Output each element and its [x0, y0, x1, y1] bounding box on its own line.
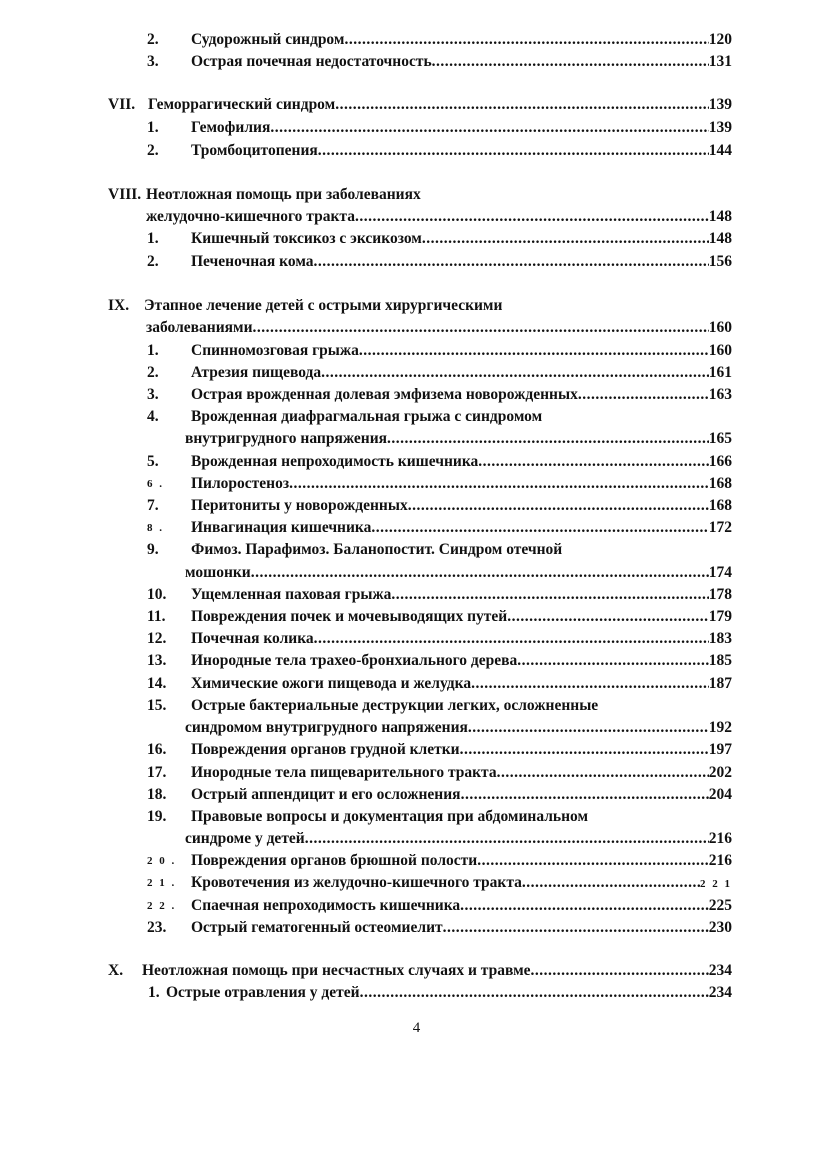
toc-entry-page: 187 — [708, 675, 732, 692]
toc-entry-number: 23. — [147, 919, 167, 936]
toc-dot-leader — [422, 228, 709, 250]
toc-entry — [147, 517, 732, 539]
toc-chapter-title: Неотложная помощь при несчастных случаях и травме — [142, 962, 531, 979]
toc-chapter — [108, 960, 732, 982]
toc-dot-leader — [289, 473, 709, 495]
toc-entry-number: 2. — [147, 364, 159, 381]
toc-dot-leader — [461, 784, 709, 806]
toc-dot-leader — [344, 29, 708, 51]
toc-entry-number: 3. — [147, 386, 159, 403]
toc-dot-leader — [251, 562, 709, 584]
toc-entry-number: 1. — [147, 230, 159, 247]
toc-dot-leader — [314, 251, 709, 273]
toc-dot-leader — [355, 206, 709, 228]
toc-chapter-page: 160 — [708, 319, 732, 336]
toc-entry-page: 234 — [708, 984, 732, 1001]
toc-entry-page: 168 — [708, 497, 732, 514]
toc-entry — [147, 29, 732, 51]
toc-entry-number: 2. — [147, 31, 159, 48]
toc-entry-number: 11. — [147, 608, 166, 625]
toc-dot-leader — [517, 650, 709, 672]
toc-entry-number: 14. — [147, 675, 167, 692]
toc-entry — [147, 362, 732, 384]
toc-entry-title: Почечная колика — [191, 630, 314, 647]
toc-entry-page: 204 — [708, 786, 732, 803]
toc-dot-leader — [460, 895, 709, 917]
toc-entry-page: 216 — [708, 852, 732, 869]
toc-entry-title: Спинномозговая грыжа — [191, 342, 359, 359]
toc-entry — [148, 982, 732, 1004]
toc-dot-leader — [531, 960, 709, 982]
toc-entry-title: синдромом внутригрудного напряжения — [185, 719, 468, 736]
toc-entry — [147, 628, 732, 650]
toc-chapter — [108, 94, 732, 116]
toc-entry-number: 4. — [147, 408, 159, 425]
toc-entry-number: 16. — [147, 741, 167, 758]
toc-entry — [147, 762, 732, 784]
toc-entry — [147, 806, 732, 828]
toc-entry — [147, 606, 732, 628]
toc-entry-page: 202 — [708, 764, 732, 781]
toc-entry-page: 178 — [708, 586, 732, 603]
toc-entry — [147, 140, 732, 162]
toc-entry-title: мошонки — [185, 564, 251, 581]
toc-entry — [147, 850, 732, 872]
toc-entry — [147, 473, 732, 495]
toc-entry-number: 2. — [147, 253, 159, 270]
toc-entry-title: Фимоз. Парафимоз. Баланопостит. Синдром отечной — [191, 541, 563, 558]
toc-chapter-page: 234 — [708, 962, 732, 979]
toc-entry-page: 165 — [708, 430, 732, 447]
toc-dot-leader — [335, 94, 709, 116]
toc-entry — [147, 117, 732, 139]
toc-entry — [147, 673, 732, 695]
toc-entry-title: Повреждения почек и мочевыводящих путей — [191, 608, 508, 625]
toc-dot-leader — [387, 428, 709, 450]
toc-chapter-number: VII. — [108, 96, 136, 113]
toc-chapter-title: Геморрагический синдром — [148, 96, 336, 113]
toc-entry-number: 9. — [147, 541, 159, 558]
toc-dot-leader — [253, 317, 709, 339]
toc-entry-page: 225 — [708, 897, 732, 914]
toc-entry-number: 13. — [147, 652, 167, 669]
toc-entry-page: 172 — [708, 519, 732, 536]
toc-dot-leader — [468, 717, 709, 739]
toc-dot-leader — [432, 51, 709, 73]
toc-entry-title: Правовые вопросы и документация при абдоминальном — [191, 808, 589, 825]
toc-entry-number: 5. — [147, 453, 159, 470]
toc-entry-title: Пилоростеноз — [191, 475, 290, 492]
toc-entry-title: Острая почечная недостаточность — [191, 53, 432, 70]
toc-entry-number: 8 . — [147, 522, 164, 534]
toc-chapter-title: Этапное лечение детей с острыми хирургическими — [144, 297, 503, 314]
toc-entry-title: Инородные тела трахео-бронхиального дерева — [191, 652, 518, 669]
toc-entry-title: Атрезия пищевода — [191, 364, 322, 381]
toc-entry-page: 131 — [708, 53, 732, 70]
toc-entry-number: 19. — [147, 808, 167, 825]
toc-entry-number: 12. — [147, 630, 167, 647]
toc-entry-number: 2 1 . — [147, 877, 177, 889]
toc-entry — [147, 739, 732, 761]
toc-entry-page: 185 — [708, 652, 732, 669]
toc-chapter-title: заболеваниями — [146, 319, 253, 336]
toc-entry-title: Острые бактериальные деструкции легких, осложненные — [191, 697, 599, 714]
toc-entry-number: 7. — [147, 497, 159, 514]
toc-chapter — [108, 184, 732, 206]
toc-chapter-number: VIII. — [108, 186, 142, 203]
toc-entry — [147, 695, 732, 717]
toc-entry-page: 179 — [708, 608, 732, 625]
toc-entry-title: Ущемленная паховая грыжа — [191, 586, 392, 603]
toc-entry-number: 3. — [147, 53, 159, 70]
toc-entry — [147, 895, 732, 917]
toc-entry-page: 163 — [708, 386, 732, 403]
toc-entry-number: 18. — [147, 786, 167, 803]
toc-entry-title: Повреждения органов грудной клетки — [191, 741, 460, 758]
toc-entry-page: 160 — [708, 342, 732, 359]
toc-entry-number: 6 . — [147, 478, 164, 490]
toc-entry-title: Инвагинация кишечника — [191, 519, 372, 536]
toc-entry-page: 197 — [708, 741, 732, 758]
toc-entry-page: 156 — [708, 253, 732, 270]
toc-entry-number: 17. — [147, 764, 167, 781]
toc-chapter-title: Неотложная помощь при заболеваниях — [146, 186, 421, 203]
toc-entry — [147, 340, 732, 362]
toc-chapter-number: X. — [108, 962, 124, 979]
toc-entry-title: Спаечная непроходимость кишечника — [191, 897, 461, 914]
toc-dot-leader — [360, 982, 709, 1004]
toc-entry-page: 183 — [708, 630, 732, 647]
page-number: 4 — [412, 1020, 421, 1036]
toc-entry-title: Гемофилия — [191, 119, 271, 136]
toc-entry-page: 174 — [708, 564, 732, 581]
toc-entry-number: 1. — [147, 342, 159, 359]
toc-entry-page: 216 — [708, 830, 732, 847]
toc-entry — [147, 650, 732, 672]
toc-entry-number: 2. — [147, 142, 159, 159]
toc-dot-leader — [507, 606, 709, 628]
toc-entry-title: Врожденная непроходимость кишечника — [191, 453, 479, 470]
toc-chapter-number: IX. — [108, 297, 130, 314]
toc-entry-number: 2 2 . — [147, 900, 177, 912]
toc-entry-number: 1. — [148, 984, 160, 1001]
toc-dot-leader — [391, 584, 708, 606]
toc-entry-number: 2 0 . — [147, 855, 177, 867]
toc-entry-title: Острый аппендицит и его осложнения — [191, 786, 461, 803]
toc-entry-title: синдроме у детей — [185, 830, 305, 847]
toc-entry — [147, 51, 732, 73]
toc-entry — [147, 495, 732, 517]
toc-entry-title: Печеночная кома — [191, 253, 314, 270]
toc-entry-page: 120 — [708, 31, 732, 48]
toc-entry — [147, 784, 732, 806]
toc-entry-page: 192 — [708, 719, 732, 736]
toc-entry-page: 166 — [708, 453, 732, 470]
toc-entry-title: Перитониты у новорожденных — [191, 497, 408, 514]
toc-dot-leader — [359, 340, 709, 362]
toc-chapter — [108, 295, 732, 317]
toc-entry — [147, 406, 732, 428]
toc-entry-number: 10. — [147, 586, 167, 603]
toc-chapter-continuation — [146, 317, 732, 339]
toc-entry — [147, 451, 732, 473]
toc-dot-leader — [478, 451, 708, 473]
toc-entry-title: Инородные тела пищеварительного тракта — [191, 764, 497, 781]
toc-entry-continuation — [185, 717, 732, 739]
toc-entry-title: Кишечный токсикоз с эксикозом — [191, 230, 422, 247]
toc-entry — [147, 917, 732, 939]
toc-dot-leader — [578, 384, 709, 406]
toc-entry-title: Кровотечения из желудочно-кишечного тракта — [191, 874, 522, 891]
toc-entry-title: Химические ожоги пищевода и желудка — [191, 675, 472, 692]
toc-chapter-page: 139 — [708, 96, 732, 113]
toc-entry-page: 144 — [708, 142, 732, 159]
toc-entry-page: 2 2 1 — [700, 878, 732, 890]
toc-entry — [147, 251, 732, 273]
toc-dot-leader — [321, 362, 709, 384]
toc-entry-page: 161 — [708, 364, 732, 381]
toc-entry — [147, 228, 732, 250]
toc-dot-leader — [270, 117, 708, 139]
toc-entry-title: Тромбоцитопения — [191, 142, 318, 159]
toc-entry-continuation — [185, 428, 732, 450]
toc-entry — [147, 384, 732, 406]
toc-dot-leader — [314, 628, 709, 650]
toc-entry-page: 148 — [708, 230, 732, 247]
toc-entry-continuation — [185, 562, 732, 584]
toc-entry-title: внутригрудного напряжения — [185, 430, 388, 447]
toc-entry-title: Врожденная диафрагмальная грыжа с синдромом — [191, 408, 543, 425]
toc-dot-leader — [408, 495, 709, 517]
toc-entry-title: Острый гематогенный остеомиелит — [191, 919, 443, 936]
toc-entry — [147, 539, 732, 561]
toc-dot-leader — [471, 673, 709, 695]
toc-dot-leader — [522, 872, 700, 894]
toc-dot-leader — [443, 917, 709, 939]
toc-entry-title: Острые отравления у детей — [166, 984, 360, 1001]
toc-entry — [147, 872, 732, 894]
toc-chapter-continuation — [146, 206, 732, 228]
toc-entry-title: Острая врожденная долевая эмфизема новорожденных — [191, 386, 578, 403]
toc-dot-leader — [477, 850, 709, 872]
toc-dot-leader — [371, 517, 708, 539]
toc-dot-leader — [318, 140, 709, 162]
toc-dot-leader — [305, 828, 709, 850]
toc-entry-title: Судорожный синдром — [191, 31, 345, 48]
toc-entry-number: 15. — [147, 697, 167, 714]
toc-dot-leader — [497, 762, 709, 784]
toc-chapter-page: 148 — [708, 208, 732, 225]
toc-chapter-title: желудочно-кишечного тракта — [146, 208, 355, 225]
toc-entry-page: 168 — [708, 475, 732, 492]
toc-entry-page: 139 — [708, 119, 732, 136]
toc-entry-number: 1. — [147, 119, 159, 136]
toc-dot-leader — [460, 739, 709, 761]
toc-entry-page: 230 — [708, 919, 732, 936]
toc-entry-title: Повреждения органов брюшной полости — [191, 852, 478, 869]
toc-entry-continuation — [185, 828, 732, 850]
toc-entry — [147, 584, 732, 606]
